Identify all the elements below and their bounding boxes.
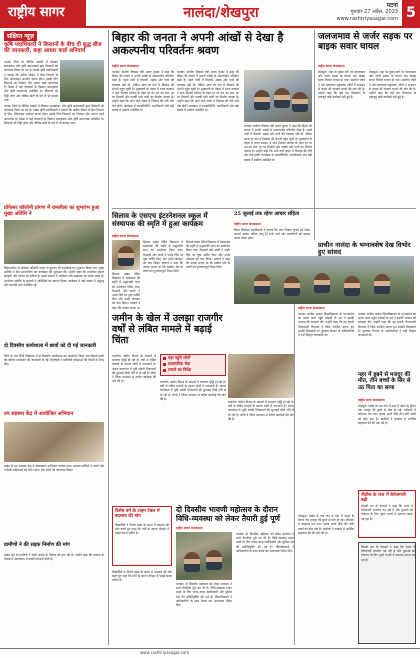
bottom-byline: राष्ट्रीय सागर संवाददाता bbox=[176, 526, 203, 530]
person-figure bbox=[254, 274, 270, 294]
ad-text: विपक्षी दल के नेताओं ने कहा कि राज्य में बेरोजगारी लगातार बढ़ रही है और युवाओं को रोजगार के लिए दूसरे राज्यों में पलायन करना पड़ रहा है। bbox=[361, 545, 415, 562]
mid-body: नालंदा। प्राचीन नालंदा विश्वविद्यालय के भग्नावशेष का भ्रमण करने पहुंचे सांसदों के दल ने इसकी भव्यता की सराहना की। उन्होंने कहा कि यह हमारी गौरवशाली विरासत है जिसे संरक्षित करना हम सबकी जिम्मेदारी है। पुरातत्व विभाग के अधिकारियों ने उन्हें विस्तृत जानकारी दी। bbox=[298, 312, 354, 338]
right-body: शेखपुरा। शहर के मुख्य मार्ग पर जलजमाव और जर्जर सड़क के कारण एक बाइक सवार गिरकर घायल हो गया। स्थानीय लोगों ने उसे अस्पताल पहुंचाया। लोगों ने प्रशासन से सड़क की मरम्मत कराने की मांग की है। उन्होंने कहा कि कई बार शिकायत के बावजूद कोई कार्रवाई नहीं हुई है। bbox=[318, 70, 365, 100]
right-headline: नहर में डूबने से मजदूर की मौत, तीन बच्चों के सिर से उठ पिता का साया bbox=[358, 372, 411, 391]
right-body: शेखपुरा। प्रखंड के एक गांव में नहर में नहाने के दौरान एक मजदूर की डूबने से मौत हो गई। परिजनों में कोहराम मच गया। मृतक अपने पीछे तीन छोटे बच्चों को छोड़ गया है। ग्रामीणों ने सरकार से आर्थिक सहायता देने की मांग की है। bbox=[358, 404, 416, 425]
mid-byline: राष्ट्रीय सागर संवाददाता bbox=[112, 234, 139, 238]
person-figure bbox=[206, 550, 222, 570]
story-headline: दो दिवसीय कार्यशाला में छात्रों को दी गई जानकारी bbox=[4, 343, 97, 349]
edition-city: पटना bbox=[386, 2, 398, 9]
story-body: प्रखंड क्षेत्र के ग्रामीणों ने जर्जर सड़क के निर्माण की मांग की है। उन्होंने कहा कि बरसात के मौसम में आवागमन में काफी परेशानी होती है। bbox=[4, 553, 104, 562]
story-photo bbox=[4, 220, 104, 264]
feature-body: राजगीर। जमीन विवाद के मामलों में लगातार वृद्धि हो रही है। वर्षों से लंबित मामलों के कारण लोगों में नाराजगी है। अंचल कार्यालय में भूमि संबंधी शिकायतों की सुनवाई धीमी गति से हो रही है। लोगों ने जिला प्रशासन से त्वरित कार्रवाई की मांग की है। bbox=[160, 380, 226, 401]
right-body: शेखपुरा। प्रखंड के एक गांव में नहर में नहाने के दौरान एक मजदूर की डूबने से मौत हो गई। परिजनों में कोहराम मच गया। मृतक अपने पीछे तीन छोटे बच्चों को छोड़ गया है। ग्रामीणों ने सरकार से आर्थिक सहायता देने की मांग की है। bbox=[298, 514, 354, 535]
paper-name-box bbox=[0, 0, 86, 26]
mid-headline: 25 जुलाई तक रहेगा आचार संहिता bbox=[234, 211, 300, 217]
story-photo bbox=[60, 60, 104, 102]
boxed-headline: विशेष वर्ग के टाइम टेबल में बदलाव की मांग bbox=[115, 509, 160, 520]
story-headline: प्रोफेसर कॉलोनी प्रांगण में रामलीला का शुभारंभ हुआ मुख्य अतिथि ने bbox=[4, 205, 100, 217]
highlight-item: लगाने का निर्देश bbox=[161, 367, 225, 373]
right-body: शेखपुरा। शहर के मुख्य मार्ग पर जलजमाव और जर्जर सड़क के कारण एक बाइक सवार गिरकर घायल हो गया। स्थानीय लोगों ने उसे अस्पताल पहुंचाया। लोगों ने प्रशासन से सड़क की मरम्मत कराने की मांग की है। उन्होंने कहा कि कई बार शिकायत के बावजूद कोई कार्रवाई नहीं हुई है। bbox=[369, 70, 416, 100]
mid-photo bbox=[112, 240, 140, 270]
classified-ads bbox=[358, 542, 416, 644]
feature-photo bbox=[228, 354, 294, 398]
page-number: 5 bbox=[402, 0, 420, 26]
feature-body: राजगीर। जमीन विवाद के मामलों में लगातार वृद्धि हो रही है। वर्षों से लंबित मामलों के कारण लोगों में नाराजगी है। अंचल कार्यालय में भूमि संबंधी शिकायतों की सुनवाई धीमी गति से हो रही है। लोगों ने जिला प्रशासन से त्वरित कार्रवाई की मांग की है। bbox=[228, 400, 294, 421]
story-body: नालंदा जिले के विभिन्न प्रखंडों में किसान सलाहकार और कृषि समन्वयकों द्वारा किसानों को जागरूक किया जा रहा है। प्रखंड कृषि पदाधिकारी ने बताया कि खरीफ मौसम में बीज वितरण के लिए ऑनलाइन आवेदन करना होगा। इसके लिए किसानों का निबंधन और आधार कार्ड आवश्यक है। बैठक में कई पंचायतों के किसान सलाहकार और कृषि समन्वयक उपस्थित थे। किसानों को मिट्टी जांच और जैविक खेती के बारे में भी बताया गया। bbox=[4, 60, 58, 102]
person-figure bbox=[314, 273, 330, 293]
story-headline: ग्रामीणों ने की सड़क निर्माण की मांग bbox=[4, 542, 70, 548]
bottom-headline: दो दिवसीय भावणी महोत्सव के दौरान विधि-व्यवस्था को लेकर तैयारी हुई पूर्ण bbox=[176, 505, 280, 523]
mid-headline: प्राचीन नालंदा के भग्नावशेष देख विभोर हुए सांसद bbox=[318, 241, 411, 257]
bottom-body: नालंदा। दो दिवसीय महोत्सव को लेकर प्रशासन ने सभी तैयारियां पूरी कर ली हैं। विधि-व्यवस्था बनाए रखने के लिए जगह-जगह दंडाधिकारी और पुलिस बल की प्रतिनियुक्ति की गई है। जिलाधिकारी ने अधिकारियों के साथ बैठक कर आवश्यक निर्देश दिए। bbox=[236, 532, 294, 553]
mid-body: सिलाव प्रखंड स्थित विद्यालय में संस्थापक की स्मृति में श्रद्धांजलि सभा का आयोजन किया गया। शिक्षकों और छात्रों ने उनके चित्र पर पुष्प अर्पित किए और उनके योगदान को याद किया। प्राचार्य ने कहा कि उनका सपना था कि ग्रामीण क्षेत्र के बच्चों को गुणवत्तापूर्ण शिक्षा मिले। bbox=[186, 240, 230, 270]
footer-text: www.rashtriyasagar.com bbox=[140, 650, 190, 655]
footer-rule bbox=[0, 648, 420, 649]
website: www.rashtriyasagar.com bbox=[336, 16, 398, 22]
edition-date: गुरुवार 27 अप्रैल, 2023 bbox=[350, 9, 398, 15]
person-figure bbox=[284, 276, 300, 296]
mid-body: नालंदा। प्राचीन नालंदा विश्वविद्यालय के भग्नावशेष का भ्रमण करने पहुंचे सांसदों के दल ने इसकी भव्यता की सराहना की। उन्होंने कहा कि यह हमारी गौरवशाली विरासत है जिसे संरक्षित करना हम सबकी जिम्मेदारी है। पुरातत्व विभाग के अधिकारियों ने उन्हें विस्तृत जानकारी दी। bbox=[358, 312, 416, 338]
edition-info bbox=[308, 2, 398, 23]
highlights-box bbox=[160, 354, 226, 376]
person-figure bbox=[184, 552, 200, 572]
person-figure bbox=[344, 276, 360, 296]
person-figure bbox=[118, 246, 134, 266]
lead-body: नालंदा। ग्रामीण विकास मंत्री श्रवण कुमार ने कहा कि बिहार की जनता ने अपनी आंखों से अकल्पनीय परिवर्तन देखा है। पहले गांवों में बिजली, सड़क और पानी की व्यवस्था नहीं थी, लेकिन आज हर गांव में विकास की रोशनी पहुंच चुकी है। मुख्यमंत्री के नेतृत्व में राज्य सरकार ने सात निश्चय योजना के तहत हर घर नल का जल, हर घर बिजली और पक्की गली नाली का निर्माण कराया है। उन्होंने कहा कि आने वाले समय में विकास की गति और तेज होगी। कार्यक्रम में जनप्रतिनिधि, पदाधिकारी और बड़ी संख्या में ग्रामीण उपस्थित थे। bbox=[112, 70, 174, 112]
lead-photo bbox=[244, 70, 312, 122]
mid-photo bbox=[234, 256, 414, 304]
feature-body: राजगीर। जमीन विवाद के मामलों में लगातार वृद्धि हो रही है। वर्षों से लंबित मामलों के कारण लोगों में नाराजगी है। अंचल कार्यालय में भूमि संबंधी शिकायतों की सुनवाई धीमी गति से हो रही है। लोगों ने जिला प्रशासन से त्वरित कार्रवाई की मांग की है। bbox=[112, 354, 156, 384]
story-body: नालंदा जिले के विभिन्न प्रखंडों में किसान सलाहकार और कृषि समन्वयकों द्वारा किसानों को जागरूक किया जा रहा है। प्रखंड कृषि पदाधिकारी ने बताया कि खरीफ मौसम में बीज वितरण के लिए ऑनलाइन आवेदन करना होगा। इसके लिए किसानों का निबंधन और आधार कार्ड आवश्यक है। बैठक में कई पंचायतों के किसान सलाहकार और कृषि समन्वयक उपस्थित थे। किसानों को मिट्टी जांच और जैविक खेती के बारे में भी बताया गया। bbox=[4, 104, 104, 125]
feature-headline: जमीन के खेल में उलझा राजगीर वर्षों से लंबित मामले में बढ़ाई चिंता bbox=[112, 313, 223, 346]
section-tag: संक्षिप्त न्यूज़ bbox=[4, 31, 37, 41]
mid-body: जिला निर्वाचन पदाधिकारी ने बताया कि नगर निकाय चुनाव को लेकर आदर्श आचार संहिता लागू है। सभी दलों और प्रत्याशियों को इसका पालन करना होगा। bbox=[234, 228, 310, 241]
story-body: प्रखंड के उप स्वास्थ्य केंद्र में टीकाकरण अभियान चलाया गया। स्वास्थ्य कर्मियों ने बच्चों और गर्भवती महिलाओं को टीके लगाए और लोगों को जागरूक किया। bbox=[4, 464, 104, 473]
highlight-item: प्रशासनिक रोक bbox=[161, 361, 225, 367]
bottom-body: नालंदा। दो दिवसीय महोत्सव को लेकर प्रशासन ने सभी तैयारियां पूरी कर ली हैं। विधि-व्यवस्था बनाए रखने के लिए जगह-जगह दंडाधिकारी और पुलिस बल की प्रतिनियुक्ति की गई है। जिलाधिकारी ने अधिकारियों के साथ बैठक कर आवश्यक निर्देश दिए। bbox=[176, 582, 232, 608]
bottom-photo bbox=[176, 532, 232, 580]
person-figure bbox=[374, 274, 390, 294]
mid-headline: सिलाव के एसएच इंटरनेशनल स्कूल में संस्थापक की स्मृति में हुआ कार्यक्रम bbox=[112, 211, 208, 229]
divider bbox=[112, 208, 416, 209]
right-byline: राष्ट्रीय सागर संवाददाता bbox=[318, 64, 345, 68]
right-byline: राष्ट्रीय सागर संवाददाता bbox=[358, 398, 385, 402]
highlight-item: यहां पहुंचे लोगों bbox=[161, 355, 225, 361]
person-figure bbox=[292, 92, 308, 112]
column-rule bbox=[294, 270, 295, 645]
lead-body: नालंदा। ग्रामीण विकास मंत्री श्रवण कुमार ने कहा कि बिहार की जनता ने अपनी आंखों से अकल्पनीय परिवर्तन देखा है। पहले गांवों में बिजली, सड़क और पानी की व्यवस्था नहीं थी, लेकिन आज हर गांव में विकास की रोशनी पहुंच चुकी है। मुख्यमंत्री के नेतृत्व में राज्य सरकार ने सात निश्चय योजना के तहत हर घर नल का जल, हर घर बिजली और पक्की गली नाली का निर्माण कराया है। उन्होंने कहा कि आने वाले समय में विकास की गति और तेज होगी। कार्यक्रम में जनप्रतिनिधि, पदाधिकारी और बड़ी संख्या में ग्रामीण उपस्थित थे। bbox=[244, 124, 312, 162]
mid-byline: राष्ट्रीय सागर संवाददाता bbox=[298, 306, 325, 310]
story-body: जिले के एक निजी विद्यालय में दो दिवसीय कार्यशाला का आयोजन किया गया जिसमें छात्रों को करियर मार्गदर्शन की जानकारी दी गई। विशेषज्ञों ने प्रतियोगी परीक्षाओं की तैयारी के टिप्स दिए। bbox=[4, 354, 104, 367]
masthead-rule bbox=[0, 26, 420, 28]
person-figure bbox=[274, 88, 290, 108]
column-rule bbox=[108, 30, 109, 645]
boxed-body: विद्यार्थियों ने विशेष कक्षा के समय में बदलाव की मांग करते हुए कहा कि गर्मी के कारण दोपहर में पढ़ाई करना कठिन है। bbox=[115, 523, 169, 536]
story-photo bbox=[4, 422, 104, 462]
story-headline: कृषि पदाधिकारी ने किसानों के बीच दी शुद्ध बीज की जानकारी, कहा आधार कार्ड अनिवार्य bbox=[4, 42, 102, 55]
mid-body: सिलाव प्रखंड स्थित विद्यालय में संस्थापक की स्मृति में श्रद्धांजलि सभा का आयोजन किया गया। शिक्षकों और छात्रों ने उनके चित्र पर पुष्प अर्पित किए और उनके योगदान को याद किया। प्राचार्य ने कहा कि उनका सपना था कि ग्रामीण क्षेत्र के बच्चों को गुणवत्तापूर्ण शिक्षा मिले। bbox=[143, 240, 183, 274]
lead-byline: राष्ट्रीय सागर संवाददाता bbox=[112, 64, 139, 68]
boxed-headline: नीतीश के राज में बेरोजगारी बढ़ी bbox=[361, 493, 406, 504]
story-headline: उप स्वास्थ्य केंद्र में आयोजित अभियान bbox=[4, 411, 74, 417]
paper-name: राष्ट्रीय सागर bbox=[8, 5, 65, 20]
story-body: बिहारशरीफ के प्रोफेसर कॉलोनी प्रांगण में बुधवार को रामलीला का शुभारंभ किया गया। मुख्य अतिथि ने दीप प्रज्ज्वलित कर कार्यक्रम की शुरुआत की। उन्होंने कहा कि रामलीला हमारी संस्कृति और परंपरा का प्रतीक है। इससे समाज में भाईचारा और सद्भावना का संदेश जाता है। आयोजन समिति के सदस्यों ने अतिथियों का स्वागत किया। कार्यक्रम में बड़ी संख्या में श्रद्धालु और स्थानीय लोग उपस्थित रहे। bbox=[4, 266, 104, 287]
boxed-body: विपक्षी दल के नेताओं ने कहा कि राज्य में बेरोजगारी लगातार बढ़ रही है और युवाओं को रोजगार के लिए दूसरे राज्यों में पलायन करना पड़ रहा है। bbox=[361, 504, 413, 521]
bottom-body: विद्यार्थियों ने विशेष कक्षा के समय में बदलाव की मांग करते हुए कहा कि गर्मी के कारण दोपहर में पढ़ाई करना कठिन है। bbox=[112, 570, 172, 583]
masthead bbox=[0, 0, 420, 26]
person-figure bbox=[254, 90, 270, 110]
section-title: नालंदा/शेखपुरा bbox=[183, 5, 259, 21]
lead-body: नालंदा। ग्रामीण विकास मंत्री श्रवण कुमार ने कहा कि बिहार की जनता ने अपनी आंखों से अकल्पनीय परिवर्तन देखा है। पहले गांवों में बिजली, सड़क और पानी की व्यवस्था नहीं थी, लेकिन आज हर गांव में विकास की रोशनी पहुंच चुकी है। मुख्यमंत्री के नेतृत्व में राज्य सरकार ने सात निश्चय योजना के तहत हर घर नल का जल, हर घर बिजली और पक्की गली नाली का निर्माण कराया है। उन्होंने कहा कि आने वाले समय में विकास की गति और तेज होगी। कार्यक्रम में जनप्रतिनिधि, पदाधिकारी और बड़ी संख्या में ग्रामीण उपस्थित थे। bbox=[177, 70, 239, 112]
mid-body: सिलाव प्रखंड स्थित विद्यालय में संस्थापक की स्मृति में श्रद्धांजलि सभा का आयोजन किया गया। शिक्षकों और छात्रों ने उनके चित्र पर पुष्प अर्पित किए और उनके योगदान को याद किया। प्राचार्य ने कहा कि उनका सपना था bbox=[112, 272, 140, 310]
mid-byline: राष्ट्रीय सागर संवाददाता bbox=[234, 222, 261, 226]
right-headline: जलजमाव से जर्जर सड़क पर बाइक सवार घायल bbox=[318, 32, 413, 53]
lead-headline: बिहार की जनता ने अपनी आंखों से देखा है अकल्पनीय परिवर्तनः श्रवण bbox=[112, 31, 284, 57]
